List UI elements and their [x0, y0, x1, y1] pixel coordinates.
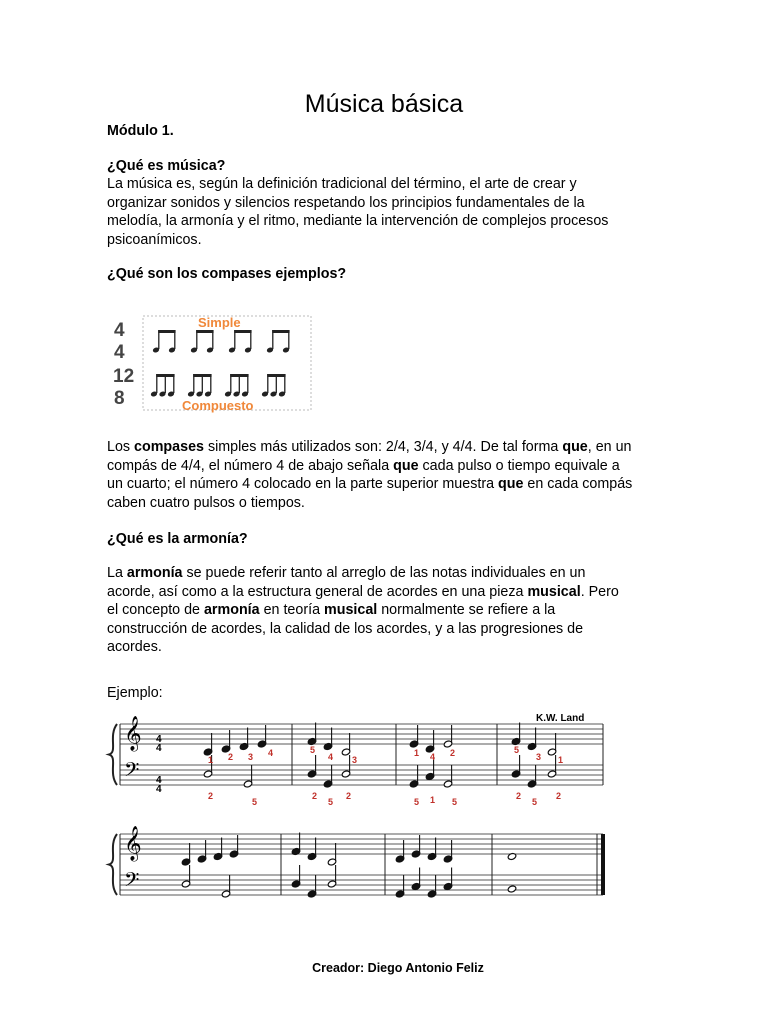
bold-term: que	[498, 476, 524, 493]
compound-beamed-eighths	[150, 374, 286, 397]
bold-term: que	[393, 457, 419, 474]
compound-sig-top: 12	[113, 366, 135, 387]
fingering-number: 1	[558, 755, 564, 765]
fingering-number: 1	[430, 795, 436, 805]
text-run: cada pulso o tiempo equivale a	[418, 457, 620, 474]
fingering-number: 4	[430, 752, 436, 762]
time-signature-figure	[108, 312, 318, 414]
text-run: normalmente se refiere a la	[377, 602, 556, 619]
fingering-number: 3	[248, 752, 254, 762]
text-run: simples más utilizados son: 2/4, 3/4, y 4/4. De tal forma	[203, 439, 563, 455]
text-run: acordes.	[107, 639, 162, 656]
text-line: psicoanímicos.	[107, 231, 202, 248]
treble-clef-icon: 𝄞	[124, 827, 142, 860]
note-beam	[193, 374, 211, 377]
text-line: organizar sonidos y silencios respetando los principios fundamentales de la	[107, 194, 585, 211]
fingering-number: 3	[352, 755, 358, 765]
grand-staff	[109, 716, 605, 896]
text-run: acorde, así como a la estructura general de acordes en una pieza	[107, 583, 528, 600]
bold-term: armonía	[126, 565, 183, 581]
paragraph-time-signatures	[107, 438, 667, 512]
fingering-number: 2	[516, 791, 522, 801]
heading-time-signatures: ¿Qué son los compases ejemplos?	[107, 266, 347, 282]
fingering-number: 2	[312, 791, 318, 801]
final-barline	[601, 834, 605, 895]
text-run: Los	[107, 439, 135, 455]
fingering-number: 5	[514, 745, 520, 755]
fingering-numbers	[208, 745, 563, 807]
module-label: Módulo 1.	[107, 123, 174, 139]
bold-term: armonía	[203, 602, 260, 619]
creator-credit: Creador: Diego Antonio Feliz	[312, 961, 484, 975]
compound-label: Compuesto	[182, 398, 254, 413]
text-run: , en un	[587, 439, 632, 455]
example-label: Ejemplo:	[107, 685, 163, 701]
text-run: se puede referir tanto al arreglo de las notas individuales en un	[182, 565, 586, 581]
fingering-number: 5	[414, 797, 420, 807]
bold-term: compases	[134, 439, 204, 455]
bold-term: que	[562, 439, 588, 455]
fingering-number: 3	[536, 752, 542, 762]
simple-sig-bottom: 4	[114, 342, 125, 363]
text-run: construcción de acordes, la calidad de los acordes, y a las progresiones de	[107, 620, 584, 637]
fingering-number: 5	[328, 797, 334, 807]
text-run: en cada compás	[523, 476, 633, 493]
treble-time-top: 4	[156, 734, 162, 745]
heading-what-is-music: ¿Qué es música?	[107, 158, 226, 174]
note-beam	[156, 374, 174, 377]
fingering-number: 1	[208, 755, 214, 765]
fingering-number: 5	[532, 797, 538, 807]
composer-label: K.W. Land	[536, 713, 585, 724]
note-beam	[158, 330, 175, 333]
text-run: en teoría	[259, 602, 324, 619]
page-title: Música básica	[304, 90, 464, 118]
simple-beamed-eighths	[152, 330, 290, 353]
fingering-number: 5	[252, 797, 258, 807]
text-run: compás de 4/4, el número 4 de abajo señala	[107, 457, 394, 474]
simple-label: Simple	[198, 315, 241, 330]
fingering-number: 2	[556, 791, 562, 801]
text-line: La música es, según la definición tradicional del término, el arte de crear y	[107, 176, 577, 192]
brace	[109, 724, 117, 785]
fingering-number: 5	[452, 797, 458, 807]
bold-term: musical	[324, 602, 378, 619]
brace	[109, 834, 117, 895]
text-line: melodía, la armonía y el ritmo, mediante la intervención de complejos procesos	[107, 213, 609, 230]
note-beam	[230, 374, 248, 377]
text-run: caben cuatro pulsos o tiempos.	[107, 494, 305, 511]
treble-clef-icon: 𝄞	[124, 717, 142, 750]
note-beam	[267, 374, 285, 377]
note-beam	[196, 330, 213, 333]
bass-time-bottom: 4	[156, 784, 162, 795]
bass-clef-icon: 𝄢	[124, 759, 140, 786]
bass-clef-icon: 𝄢	[124, 869, 140, 896]
treble-time-bottom: 4	[156, 743, 162, 754]
fingering-number: 4	[268, 748, 274, 758]
compound-sig-bottom: 8	[114, 388, 125, 409]
text-run: La	[107, 565, 127, 581]
text-run: un cuarto; el número 4 colocado en la parte superior muestra	[107, 476, 499, 493]
simple-sig-top: 4	[114, 320, 125, 341]
fingering-number: 2	[346, 791, 352, 801]
bass-time-top: 4	[156, 775, 162, 786]
heading-what-is-harmony: ¿Qué es la armonía?	[107, 531, 248, 547]
text-run: el concepto de	[107, 602, 204, 619]
fingering-number: 2	[228, 752, 234, 762]
paragraph-harmony	[107, 564, 667, 657]
note-head	[507, 885, 516, 893]
fingering-number: 2	[208, 791, 214, 801]
note-beam	[272, 330, 289, 333]
fingering-number: 4	[328, 752, 334, 762]
fingering-number: 5	[310, 745, 316, 755]
note-beam	[234, 330, 251, 333]
paragraph-music-definition	[107, 175, 667, 249]
fingering-number: 2	[450, 748, 456, 758]
music-score	[100, 708, 612, 914]
bold-term: musical	[527, 583, 581, 600]
fingering-number: 1	[414, 748, 420, 758]
score-notes	[181, 723, 556, 898]
text-run: . Pero	[580, 583, 619, 600]
